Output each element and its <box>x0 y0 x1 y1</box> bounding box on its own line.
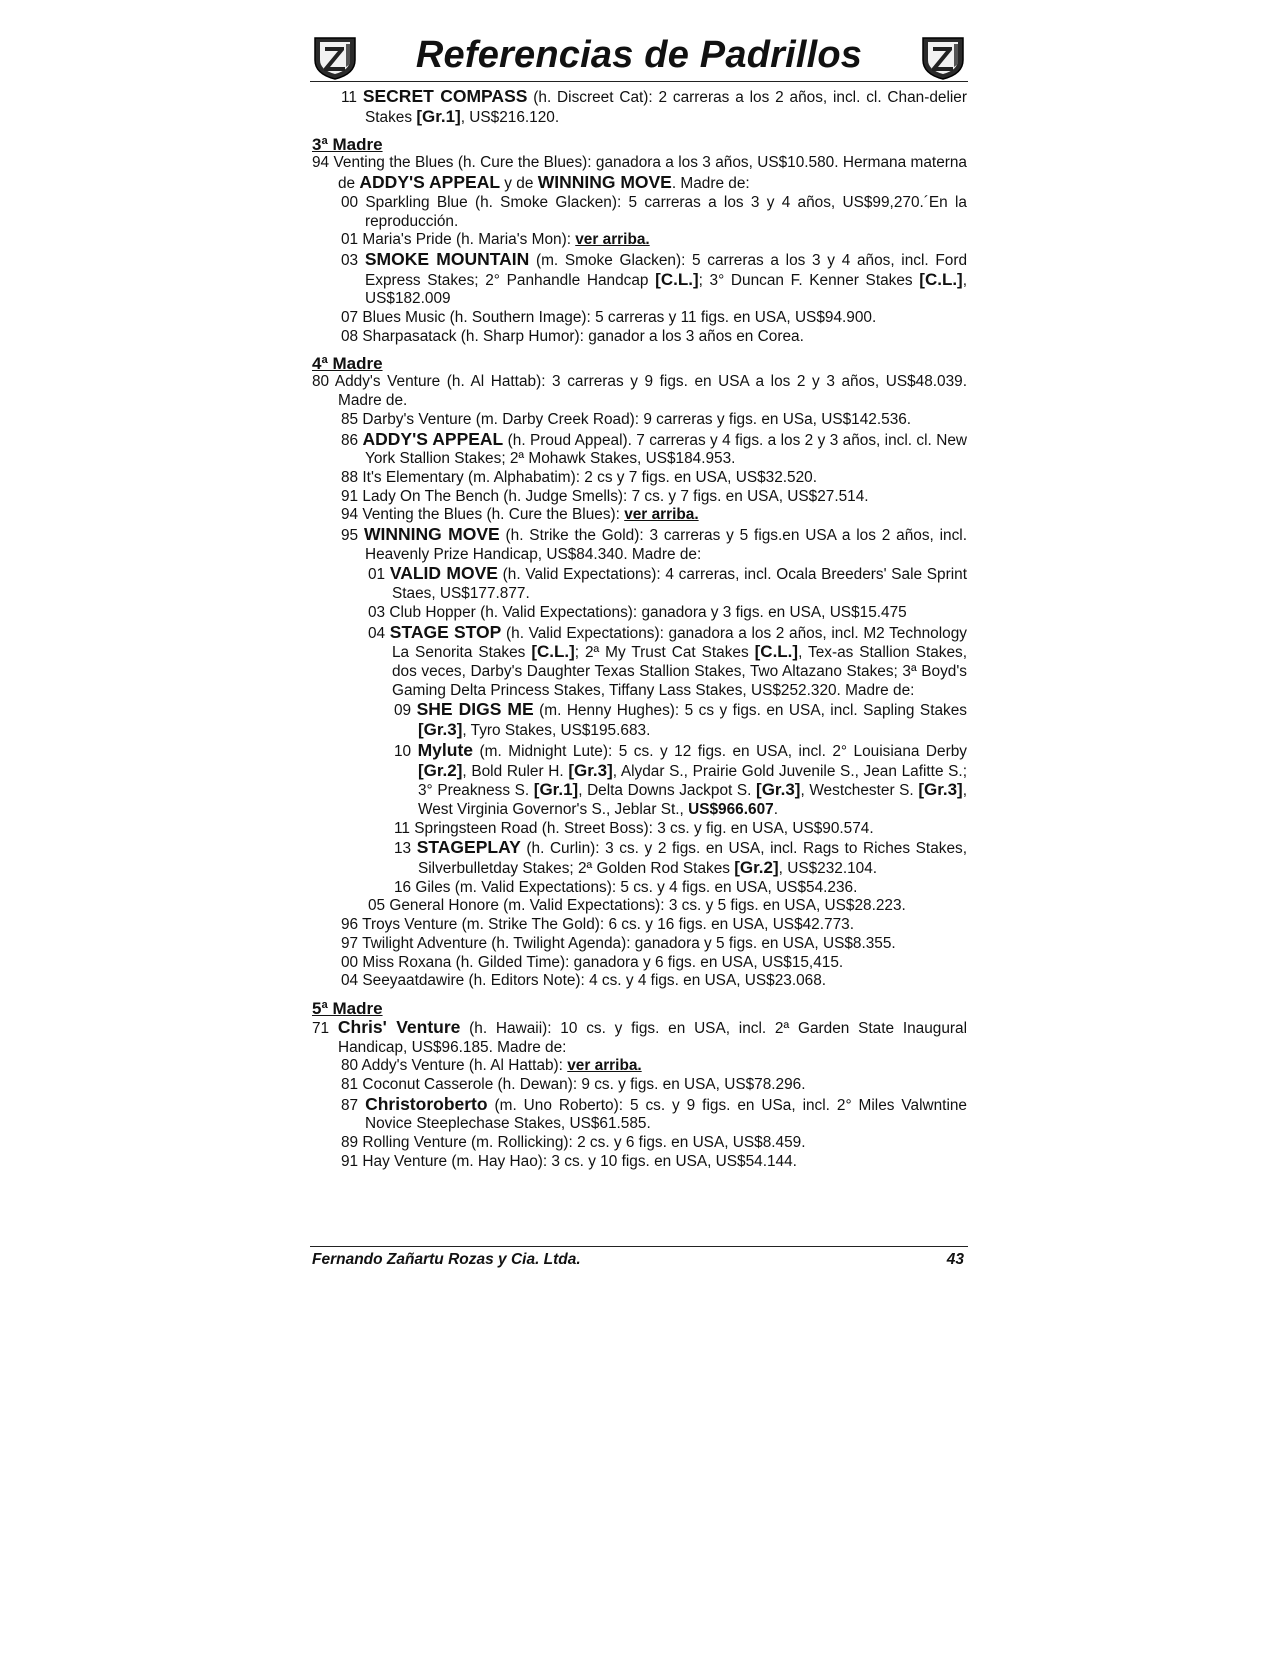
entry-text: (h. Valid Expectations): ganadora a los 2 años, incl. M2 Technology La Senorita Stakes <box>392 624 967 662</box>
page-footer <box>312 1251 964 1269</box>
produce-entry: 08 Sharpasatack (h. Sharp Humor): ganador a los 3 años en Corea. <box>341 327 804 345</box>
entry-year: 87 <box>341 1096 366 1114</box>
horse-name: ADDY'S APPEAL <box>359 172 501 193</box>
page-header <box>310 32 968 82</box>
entry-text: , Tyro Stakes, US$195.683. <box>462 722 651 740</box>
earnings-highlight: US$966.607 <box>688 800 774 818</box>
zr-logo-icon <box>920 34 966 80</box>
entry-year: 11 <box>341 89 363 106</box>
dam-entry <box>312 154 967 193</box>
entry-text: (m. Midnight Lute): 5 cs. y 12 figs. en USA, incl. 2° Louisiana Derby <box>473 742 967 760</box>
produce-entry: 97 Twilight Adventure (h. Twilight Agenda): ganadora y 5 figs. en USA, US$8.355. <box>341 934 896 952</box>
entry-text: , US$232.104. <box>778 860 878 878</box>
produce-entry: 05 General Honore (m. Valid Expectations): 3 cs. y 5 figs. en USA, US$28.223. <box>368 897 906 915</box>
page-number: 43 <box>946 1251 964 1268</box>
produce-entry <box>312 700 967 740</box>
entry-text: , Bold Ruler H. <box>462 762 569 780</box>
produce-entry: 85 Darby's Venture (m. Darby Creek Road): 9 carreras y figs. en USa, US$142.536. <box>341 410 912 428</box>
entry-text: , Delta Downs Jackpot S. <box>578 782 757 800</box>
horse-name: STAGEPLAY <box>416 837 521 858</box>
entry-text: (m. Uno Roberto): 5 cs. y 9 figs. en USa, incl. 2° Miles Valwntine Novice Steeplechase Stakes, US$61.585. <box>365 1096 967 1133</box>
grade-tag: [Gr.1] <box>533 780 579 800</box>
grade-tag: [Gr.2] <box>734 858 779 878</box>
entry-text: (m. Henny Hughes): 5 cs y figs. en USA, incl. Sapling Stakes <box>533 702 967 720</box>
entry-text: , Tex-as Stallion Stakes, dos veces, Darby's Daughter Texas Stallion Stakes, Two Altazano Stakes; 3ª Boyd's Gaming Delta Princess Stakes, Tiffany Lass Stakes, US$252.320. Madre de: <box>392 644 967 699</box>
produce-entry <box>312 430 967 469</box>
grade-tag: [Gr.2] <box>418 760 463 780</box>
entry-text: , West Virginia Governor's S., Jeblar St., <box>418 782 967 818</box>
horse-name: WINNING MOVE <box>537 172 672 193</box>
entry-year: 86 <box>341 431 363 449</box>
produce-entry <box>312 506 967 525</box>
section-heading-4a-madre: 4ª Madre <box>312 354 383 374</box>
entry-text: . <box>773 800 778 818</box>
entry-text: , Westchester S. <box>800 782 919 800</box>
cross-reference-link[interactable]: ver arriba. <box>575 231 650 249</box>
entry-year: 10 <box>394 742 418 760</box>
produce-entry <box>312 564 967 603</box>
produce-entry: 00 Sparkling Blue (h. Smoke Glacken): 5 carreras a los 3 y 4 años, US$99,270.´En la reproducción. <box>341 193 967 230</box>
produce-entry: 00 Miss Roxana (h. Gilded Time): ganadora y 6 figs. en USA, US$15,415. <box>341 953 844 971</box>
entry-text: 94 Venting the Blues (h. Cure the Blues): <box>341 506 625 524</box>
produce-entry <box>312 525 967 564</box>
footer-company: Fernando Zañartu Rozas y Cia. Ltda. <box>312 1251 581 1268</box>
dam-entry: 80 Addy's Venture (h. Al Hattab): 3 carreras y 9 figs. en USA a los 2 y 3 años, US$48.039. Madre de. <box>312 373 967 410</box>
horse-name: VALID MOVE <box>389 563 498 584</box>
horse-name: SMOKE MOUNTAIN <box>364 248 530 269</box>
horse-name: Mylute <box>417 739 474 760</box>
cross-reference-link[interactable]: ver arriba. <box>624 506 699 524</box>
produce-entry: 88 It's Elementary (m. Alphabatim): 2 cs y 7 figs. en USA, US$32.520. <box>341 468 817 486</box>
produce-entry: 04 Seeyaatdawire (h. Editors Note): 4 cs. y 4 figs. en USA, US$23.068. <box>341 972 827 990</box>
grade-tag: [C.L.] <box>754 642 799 662</box>
entry-year: 71 <box>312 1019 338 1037</box>
produce-entry: 03 Club Hopper (h. Valid Expectations): ganadora y 3 figs. en USA, US$15.475 <box>368 603 907 621</box>
produce-entry <box>312 741 967 820</box>
horse-name: Christoroberto <box>365 1093 488 1114</box>
entry-year: 01 <box>368 566 390 584</box>
entry-year: 03 <box>341 251 365 269</box>
horse-name: Chris' Venture <box>337 1016 461 1037</box>
section-heading-3a-madre: 3ª Madre <box>312 135 383 155</box>
entry-year: 13 <box>394 840 417 858</box>
grade-tag: [Gr.1] <box>416 106 461 126</box>
produce-entry <box>312 1095 967 1134</box>
entry-text: y de <box>500 175 538 193</box>
produce-entry: 89 Rolling Venture (m. Rollicking): 2 cs. y 6 figs. en USA, US$8.459. <box>341 1134 806 1152</box>
produce-entry: 11 Springsteen Road (h. Street Boss): 3 cs. y fig. en USA, US$90.574. <box>394 819 874 837</box>
horse-name: SHE DIGS ME <box>416 699 534 720</box>
produce-entry <box>312 1057 967 1076</box>
horse-name: ADDY'S APPEAL <box>362 428 504 449</box>
produce-entry: 91 Hay Venture (m. Hay Hao): 3 cs. y 10 figs. en USA, US$54.144. <box>341 1152 797 1170</box>
header-rule <box>310 81 968 82</box>
entry-text: ; 3° Duncan F. Kenner Stakes <box>698 271 920 289</box>
entry-text: (h. Discreet Cat): 2 carreras a los 2 años, incl. cl. Chan-delier Stakes <box>365 89 967 126</box>
grade-tag: [C.L.] <box>655 269 699 289</box>
produce-entry: 91 Lady On The Bench (h. Judge Smells): 7 cs. y 7 figs. en USA, US$27.514. <box>341 487 869 505</box>
produce-entry <box>312 250 967 309</box>
entry-year: 09 <box>394 702 417 720</box>
entry-text: 01 Maria's Pride (h. Maria's Mon): <box>341 231 576 249</box>
grade-tag: [Gr.3] <box>418 720 463 740</box>
footer-rule <box>310 1246 968 1247</box>
entry-text: (h. Hawaii): 10 cs. y figs. en USA, incl. 2ª Garden State Inaugural Handicap, US$96.185. Madre de: <box>338 1019 967 1056</box>
cross-reference-link[interactable]: ver arriba. <box>567 1057 642 1075</box>
grade-tag: [Gr.3] <box>918 780 963 800</box>
entry-text: ; 2ª My Trust Cat Stakes <box>574 644 755 662</box>
entry-text: , US$216.120. <box>460 108 560 126</box>
entry-text: (h. Proud Appeal). 7 carreras y 4 figs. a los 2 y 3 años, incl. cl. New York Stallion Stakes; 2ª Mohawk Stakes, US$184.953. <box>365 431 967 468</box>
entry-year: 04 <box>368 624 390 642</box>
pedigree-content <box>312 87 967 1172</box>
horse-name: SECRET COMPASS <box>362 86 528 106</box>
page-title: Referencias de Padrillos <box>415 34 863 76</box>
produce-entry: 16 Giles (m. Valid Expectations): 5 cs. y 4 figs. en USA, US$54.236. <box>394 878 858 896</box>
grade-tag: [Gr.3] <box>756 780 801 800</box>
horse-name: WINNING MOVE <box>363 524 500 545</box>
produce-entry: 96 Troys Venture (m. Strike The Gold): 6 cs. y 16 figs. en USA, US$42.773. <box>341 916 854 934</box>
produce-entry: 81 Coconut Casserole (h. Dewan): 9 cs. y figs. en USA, US$78.296. <box>341 1076 806 1094</box>
entry-text: (h. Curlin): 3 cs. y 2 figs. en USA, incl. Rags to Riches Stakes, Silverbulletday Stakes; 2ª Golden Rod Stakes <box>418 840 967 878</box>
entry-text: (h. Valid Expectations): 4 carreras, incl. Ocala Breeders' Sale Sprint Staes, US$177.877. <box>392 566 968 603</box>
produce-entry <box>312 838 967 878</box>
entry-year: 95 <box>341 527 364 545</box>
dam-entry <box>312 1018 967 1057</box>
entry-text: , Alydar S., Prairie Gold Juvenile S., Jean Lafitte S.; 3° Preakness S. <box>418 762 967 800</box>
entry-text: . Madre de: <box>671 175 750 193</box>
grade-tag: [Gr.3] <box>568 760 613 780</box>
entry-text: 80 Addy's Venture (h. Al Hattab): <box>341 1057 568 1075</box>
grade-tag: [C.L.] <box>919 269 963 289</box>
section-heading-5a-madre: 5ª Madre <box>312 998 383 1018</box>
horse-name: STAGE STOP <box>389 621 502 642</box>
produce-entry <box>312 623 967 701</box>
entry-text: (h. Strike the Gold): 3 carreras y 5 figs.en USA a los 2 años, incl. Heavenly Prize Handicap, US$84.340. Madre de: <box>365 527 967 563</box>
entry-text: 94 Venting the Blues (h. Cure the Blues): ganadora a los 3 años, US$10.580. Hermana materna de <box>312 154 967 193</box>
entry-secret-compass <box>312 87 967 127</box>
grade-tag: [C.L.] <box>531 642 575 662</box>
entry-text: , US$182.009 <box>365 271 967 308</box>
produce-entry: 07 Blues Music (h. Southern Image): 5 carreras y 11 figs. en USA, US$94.900. <box>341 309 877 327</box>
produce-entry <box>312 231 967 250</box>
entry-text: (m. Smoke Glacken): 5 carreras a los 3 y 4 años, incl. Ford Express Stakes; 2° Panhandle Handcap <box>365 251 968 289</box>
